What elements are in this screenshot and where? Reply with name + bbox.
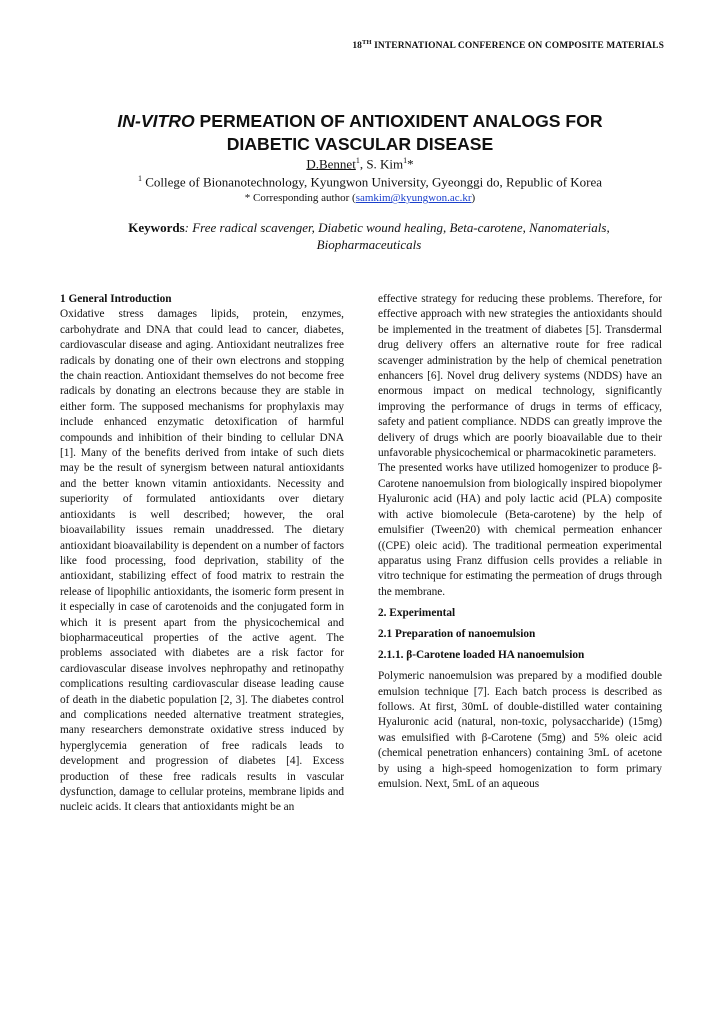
title-line2: DIABETIC VASCULAR DISEASE <box>226 134 494 154</box>
author-first-affil: 1 <box>355 156 360 165</box>
conference-ordinal: TH <box>362 38 372 46</box>
email-link[interactable]: samkim@kyungwon.ac.kr <box>355 192 472 204</box>
corresponding-author <box>0 192 720 204</box>
section-heading-experimental: 2. Experimental <box>378 607 456 620</box>
keywords-value: : Free radical scavenger, Diabetic wound healing, Beta-carotene, Nanomaterials, Biopharmaceuticals <box>184 220 610 252</box>
section-heading-carotene: 2.1.1. β-Carotene loaded HA nanoemulsion <box>378 649 585 662</box>
left-column <box>60 292 344 816</box>
right-column <box>378 292 662 792</box>
keywords-label: Keywords <box>128 220 185 235</box>
corresponding-suffix: ) <box>471 192 476 204</box>
authors <box>0 156 720 172</box>
affiliation <box>60 174 680 190</box>
section-heading-preparation: 2.1 Preparation of nanoemulsion <box>378 628 536 641</box>
corresponding-star: * <box>407 156 414 172</box>
paragraph-presented-works: The presented works have utilized homogenizer to produce β-Carotene nanoemulsion from biologically inspired biopolymer Hyaluronic acid (HA) and poly lactic acid (PLA) composite with active biomolecule (Beta-carotene) by the help of emulsifier (Tween20) with chemical permeation enhancer ((CPE) oleic acid). The traditional permeation experimental apparatus using Franz diffusion cells provides a reliable in vitro technique for estimating the permeation of drugs through the membrane. <box>378 462 662 598</box>
author-first: D.Bennet <box>306 156 356 172</box>
paragraph-nanoemulsion-method: Polymeric nanoemulsion was prepared by a modified double emulsion technique [7]. Each batch process is described as follows. At first, 30mL of double-distilled water containing Hyaluronic acid (natural, non-toxic, polysaccharide) (15mg) was emulsified with β-Carotene (5mg) and 5% oleic acid (chemical penetration enhancers) containing 3mL of acetone by using a high-speed homogenization to form primary emulsion. Next, 5mL of an aqueous <box>378 670 662 790</box>
title-italic: IN-VITRO <box>117 111 195 131</box>
conference-number: 18 <box>352 41 363 51</box>
affiliation-text: College of Bionanotechnology, Kyungwon University, Gyeonggi do, Republic of Korea <box>141 174 603 190</box>
author-second: , S. Kim <box>359 156 404 172</box>
affiliation-number: 1 <box>137 174 142 183</box>
author-second-affil: 1 <box>403 156 408 165</box>
running-header <box>0 38 720 51</box>
title-line1: PERMEATION OF ANTIOXIDENT ANALOGS FOR <box>194 111 603 131</box>
paper-title <box>60 110 660 156</box>
conference-name: INTERNATIONAL CONFERENCE ON COMPOSITE MATERIALS <box>371 41 664 51</box>
paragraph-strategy: effective strategy for reducing these problems. Therefore, for effective approach with new strategies the antioxidants should be implemented in the treatment of diabetes [5]. Transdermal drug delivery offers an alternative route for free radical scavenger administration by the help of chemical penetration enhancers [6]. Novel drug delivery systems (NDDS) have an enormous impact on medical technology, significantly improving the performance of drugs in terms of efficacy, safety and patient compliance. NDDS can greatly improve the delivery of drugs which are poorly bioavailable due to their unfavorable physicochemical or pharmacokinetic parameters. <box>378 293 662 460</box>
corresponding-prefix: * Corresponding author ( <box>244 192 356 204</box>
keywords <box>96 219 642 253</box>
section-heading-introduction: 1 General Introduction <box>60 293 172 305</box>
introduction-paragraph: Oxidative stress damages lipids, protein, enzymes, carbohydrate and DNA that could lead to cancer, diabetes, cardiovascular disease and aging. Antioxidant neutralizes free radicals by donating one of their own electrons and stopping the chain reaction. Antioxidant themselves do not become free radicals by donating an electrons because they are stable in either form. The supposed mechanisms for prophylaxis may include enhanced enzymatic detoxification of harmful compounds and inhibition of their binding to cellular DNA [1]. Many of the benefits derived from intake of such diets may be the result of synergism between natural antioxidants and the better known vitamin antioxidants. Necessity and superiority of formulated antioxidants over dietary antioxidants is well described; however, the oral bioavailability issues remain unaddressed. The dietary antioxidant bioavailability is dependent on a number of factors like food processing, food deprivation, stability of the antioxidant, stabilizing effect of food matrix to restrain the release of lipophilic antioxidants, the isomeric form present in it especially in case of carotenoids and the conjugated form in which it is present apart from the physicochemical and biopharmaceutical properties of the active agent. The problems associated with diabetes are a risk factor for cardiovascular disease involves nephropathy and retinopathy complications resulting cardiovascular disease leading cause of death in the diabetic population [2, 3]. The diabetes control and complications needed alternative treatment strategies, many researchers demonstrate oxidative stress induced by hyperglycemia generation of free radicals leads to development and progression of diabetes [4]. Excess production of these free radicals results in vascular dysfunction, damage to cellular proteins, membrane lipids and nucleic acids. It clears that antioxidants might be an <box>60 308 344 814</box>
